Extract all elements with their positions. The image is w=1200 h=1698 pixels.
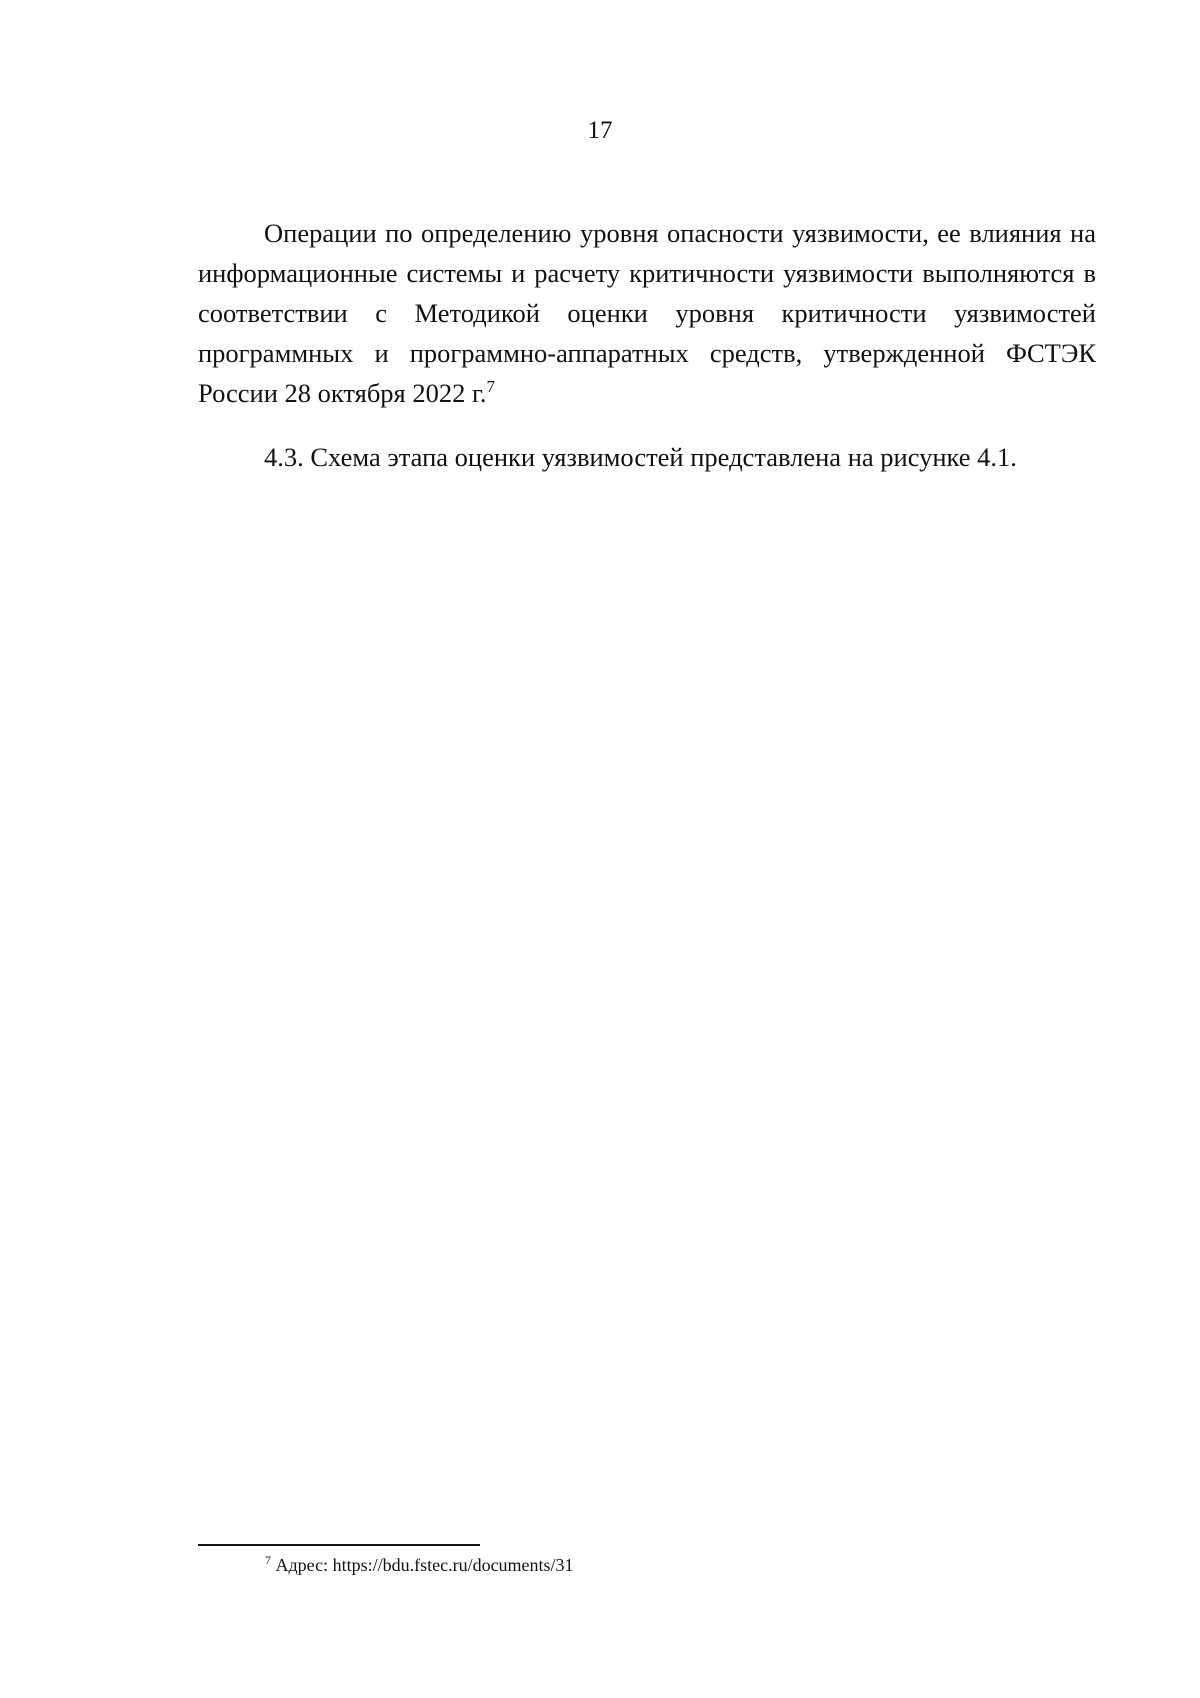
footnote-marker: 7 <box>265 1553 271 1567</box>
paragraph-text: Операции по определению уровня опасности уязвимости, ее влияния на информационные системы и расчету критичности уязвимости выполняются в соответствии с Методикой оценки уровня критичности уязвимостей программных и программно-аппаратных средств, утвержденной ФСТЭК России 28 октября 2022 г. <box>198 218 1096 408</box>
footnote-text: Адрес: https://bdu.fstec.ru/documents/31 <box>271 1555 574 1575</box>
footnote <box>265 1553 574 1577</box>
paragraph-vulnerability-methodology <box>198 213 1096 413</box>
paragraph-text: 4.3. Схема этапа оценки уязвимостей представлена на рисунке 4.1. <box>264 442 1017 472</box>
page-number: 17 <box>587 117 613 144</box>
paragraph-assessment-scheme <box>198 437 1096 477</box>
footnote-divider <box>198 1544 480 1546</box>
footnote-reference[interactable]: 7 <box>486 377 495 397</box>
